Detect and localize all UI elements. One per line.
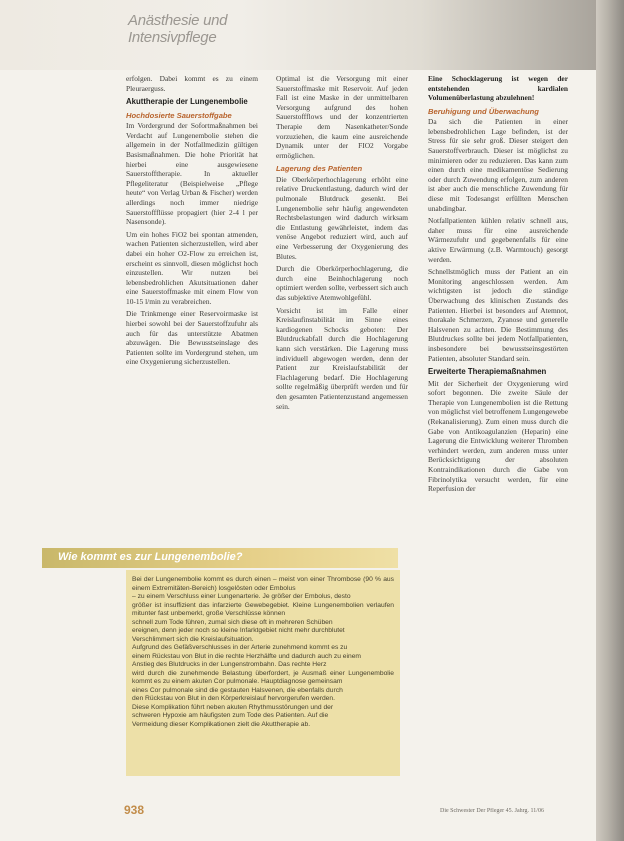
paragraph: Notfallpatienten kühlen relativ schnell aus, daher muss für eine ausreichende Wärmezufuhr und gegebenenfalls für eine aktive Erwärmung (z.B. Warmtouch) gesorgt werden. [428, 216, 568, 264]
infobox-line: Diese Komplikation führt neben akuten Rhythmusstörungen und der [132, 703, 334, 711]
heading-erweiterte-therapie: Erweiterte Therapiemaßnahmen [428, 367, 547, 377]
infobox-line: – zu einem Verschluss einer Lungenarterie. Je größer der Embolus, desto [132, 593, 351, 600]
infobox-line: wird durch die zunehmende Belastung überfordert, je Ausmaß einer Lungenembolie kommt es zu einem akuten Cor pulmonale. Hauptdiagnose gemeinsam [132, 669, 394, 685]
infobox-line: Bei der Lungenembolie kommt es durch einen – meist von einer Thrombose (90 % aus einem Extremitäten-Bereich) losgelösten oder Embolus [132, 576, 394, 592]
paragraph: Vorsicht ist im Falle einer Kreislaufinstabilität im Sinne eines kardiogenen Schocks geboten: Der Blutdruckabfall durch die Hochlagerung kann sich verstärken. Die Lagerung muss individuell abgewogen werden, denn der Patient zur Kreislaufstabilität der Flachlagerung bedarf. Die Hochlagerung sollte regelmäßig überprüft werden und für den gesamten Patientenzustand angemessen sein. [276, 305, 408, 411]
subheading-sauerstoffgabe: Hochdosierte Sauerstoffgabe [126, 110, 232, 120]
subheading-lagerung: Lagerung des Patienten [276, 164, 363, 174]
section-title-line-2: Intensivpflege [128, 29, 217, 46]
footer-reference: Die Schwester Der Pfleger 45. Jahrg. 11/06 [440, 808, 544, 814]
text-column-3 [428, 74, 568, 497]
subheading-beruhigung: Beruhigung und Überwachung [428, 106, 539, 116]
section-title-line-1: Anästhesie und [128, 12, 228, 29]
infobox-text [132, 576, 394, 729]
page-number: 938 [124, 803, 145, 817]
infobox-line: größer ist insuffizient das infarzierte Gewebegebiet. Kleine Lungenembolien verlaufen mitunter fast unbemerkt, große Verschlüsse können [132, 601, 394, 617]
infobox-line: eines Cor pulmonale sind die gestauten Halsvenen, die ebenfalls durch [132, 686, 343, 694]
paragraph: Um ein hohes FiO2 bei spontan atmenden, wachen Patienten sicherzustellen, wird aber dabei ein hoher O2-Flow zu erreichen ist, erscheint es sinnvoll, diesen möglichst hoch einzustellen. Wir nutzen bei lebensbedrohlichen Akutsituationen daher eine Sauerstoffmaske mit einem Flow von 10-15 l/min zu verabreichen. [126, 229, 258, 306]
paragraph: Mit der Sicherheit der Oxygenierung wird sofort begonnen. Die zweite Säule der Therapie von Lungenembolien ist die Rettung von möglichst viel betroffenem Lungengewebe (Rekanalisierung). Zum einen muss durch die Gabe von Antikoagulanzien (Heparin) eine Lagerung die Entwicklung weiterer Thromben verhindert werden, zum anderen muss unter Berücksichtigung der absoluten Kontraindikationen durch die Gabe von Fibrinolytika versucht werden, für eine Reperfusion der [428, 378, 568, 494]
infobox-header [42, 548, 398, 568]
infobox-line: einem Rückstau von Blut in die rechte Herzhälfte und dadurch auch zu einem [132, 652, 361, 660]
paragraph: Schnellstmöglich muss der Patient an ein Monitoring angeschlossen werden. Am wichtigsten ist jedoch die ständige Überwachung des klinischen Zustands des Patienten. Hierbei ist besonders auf Atemnot, thorakale Schmerzen, Zyanose und generelle Halsvenen zu achten. Die Bestimmung des Blutdruckes sollte bei jedem Notfallpatienten, insbesondere bei bewusstseinsgestörten Patienten, absoluter Standard sein. [428, 267, 568, 363]
text-column-1 [126, 74, 258, 370]
infobox-line: Verschlimmert sich die Kreislaufsituation. [132, 635, 254, 643]
bold-warning-paragraph: Eine Schocklagerung ist wegen der entstehenden kardialen Volumenüberlastung abzulehnen! [428, 74, 568, 103]
section-title [128, 12, 227, 46]
infobox-title: Wie kommt es zur Lungenembolie? [58, 551, 243, 563]
infobox-line: Anstieg des Blutdrucks in der Lungenstrombahn. Das rechte Herz [132, 661, 327, 668]
infobox-line: ereignen, denn jeder noch so kleine Infarktgebiet nicht mehr durchblutet [132, 627, 345, 634]
infobox-line: schnell zum Tode führen, zumal sich diese oft in mehreren Schüben [132, 618, 333, 626]
paragraph: Die Trinkmenge einer Reservoirmaske ist hierbei sowohl bei der Sauerstoffzufuhr als auch für das unterstützte Abatmen abzuwägen. Die Bewusstseinslage des Patienten sollte im Vordergrund stehen, um eine Oxygenierung sicherzustellen. [126, 309, 258, 367]
paragraph: Durch die Oberkörperhochlagerung, die durch eine Beinhochlagerung noch optimiert werden sollte, verbessert sich auch das subjektive Atemwohlgefühl. [276, 264, 408, 302]
infobox-line: schweren Hypoxie am häufigsten zum Tode des Patienten. Auf die [132, 712, 329, 719]
text-column-2 [276, 74, 408, 414]
header-band [0, 0, 600, 70]
heading-akuttherapie: Akuttherapie der Lungenembolie [126, 97, 248, 107]
infobox-line: Aufgrund des Gefäßverschlusses in der Arterie zunehmend kommt es zu [132, 644, 348, 651]
infobox-line: den Rückstau von Blut in den Körperkreislauf hervorgerufen werden. [132, 695, 335, 702]
paragraph: Optimal ist die Versorgung mit einer Sauerstoffmaske mit Reservoir. Auf jeden Fall ist eine Maske in der unmittelbaren Versorgung aufgrund des hohen Sauerstoffflows und der konzentrierten Therapie dem Nasenkatheter/Sonde vorzuziehen, die kaum eine ausreichende Dynamik unter der FIO2 Vorgabe ermöglichen. [276, 74, 408, 160]
paragraph: Da sich die Patienten in einer lebensbedrohlichen Lage befinden, ist der Stress für sie sehr groß. Dieser steigert den Sauerstoffverbrauch. Dieser ist möglichst zu minimieren oder zu reduzieren. Das kann zum einen durch eine medikamentöse Sedierung oder durch Zuwendung erfolgen, zum anderen ist aber auch die menschliche Zuwendung für diese mit Todesangst erfüllten Menschen unabdingbar. [428, 117, 568, 213]
paragraph: erfolgen. Dabei kommt es zu einem Pleuraerguss. [126, 74, 258, 93]
paragraph: Die Oberkörperhochlagerung erhöht eine relative Druckentlastung, dadurch wird der pulmonale Blutdruck gesenkt. Bei Lungenembolie sehr häufig angewendeten Rechtsbelastungen wird dadurch wirksam die Entlastung gewährleistet, indem das venöse Angebot reduziert wird, auch auf eine Verbesserung der Oxygenierung des Blutes. [276, 174, 408, 261]
paragraph: Im Vordergrund der Sofortmaßnahmen bei Verdacht auf Lungenembolie stehen die allgemein in der Notfallmedizin gültigen Basismaßnahmen. Die hohe Priorität hat hierbei eine ausgewiesene Sauerstofftherapie. In aktueller Pflegeliteratur (Beispielweise „Pflege heute“ von Verlag Urban & Fischer) werden allerdings noch immer niedrige Sauerstoffflüsse propagiert (hier 2-4 l per Nasensonde). [126, 121, 258, 227]
infobox-line: Vermeidung dieser Komplikationen zielt die Akuttherapie ab. [132, 720, 311, 728]
infobox-body [126, 570, 400, 776]
binding-edge [596, 0, 624, 841]
